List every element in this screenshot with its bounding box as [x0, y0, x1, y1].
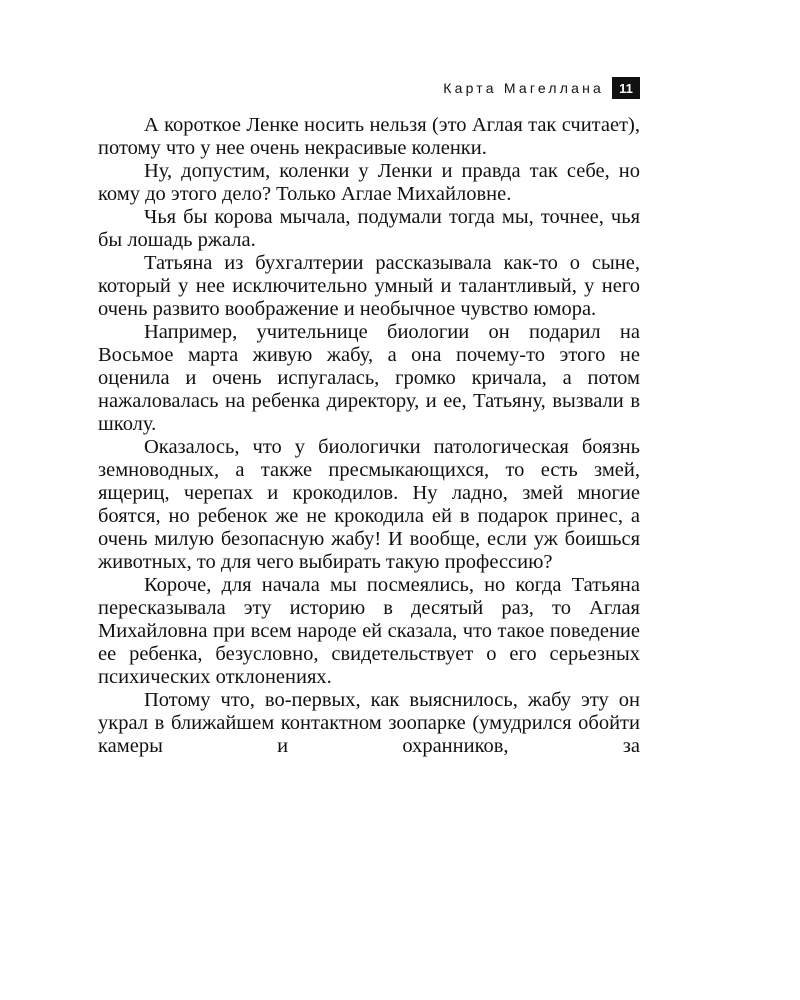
paragraph: Например, учительнице биологии он подарил на Восьмое марта живую жабу, а она почему-то этого не оценила и очень испугалась, громко кричала, а потом нажаловалась на ребенка директору, и ее, Татьяну, вызвали в школу.	[98, 321, 640, 435]
page-number: 11	[612, 77, 640, 99]
running-header	[432, 77, 640, 99]
paragraph: Ну, допустим, коленки у Ленки и правда так себе, но кому до этого дело? Только Аглае Михайловне.	[98, 160, 640, 205]
paragraph: Татьяна из бухгалтерии рассказывала как-то о сыне, который у нее исключительно умный и талантливый, у него очень развито воображение и необычное чувство юмора.	[98, 252, 640, 320]
paragraph: Оказалось, что у биологички патологическая боязнь земноводных, а также пресмыкающихся, то есть змей, ящериц, черепах и крокодилов. Ну ладно, змей многие боятся, но ребенок же не крокодила ей в подарок принес, а очень милую безопасную жабу! И вообще, если уж боишься животных, то для чего выбирать такую профессию?	[98, 436, 640, 573]
paragraph: Чья бы корова мычала, подумали тогда мы, точнее, чья бы лошадь ржала.	[98, 206, 640, 251]
paragraph: Короче, для начала мы посмеялись, но когда Татьяна пересказывала эту историю в десятый раз, то Аглая Михайловна при всем народе ей сказала, что такое поведение ее ребенка, безусловно, свидетельствует о его серьезных психических отклонениях.	[98, 574, 640, 688]
paragraph: А короткое Ленке носить нельзя (это Аглая так считает), потому что у нее очень некрасивые коленки.	[98, 114, 640, 159]
running-title: Карта Магеллана	[443, 80, 604, 96]
text-body	[98, 114, 640, 758]
paragraph: Потому что, во-первых, как выяснилось, жабу эту он украл в ближайшем контактном зоопарке (умудрился обойти камеры и охранников, за	[98, 689, 640, 757]
